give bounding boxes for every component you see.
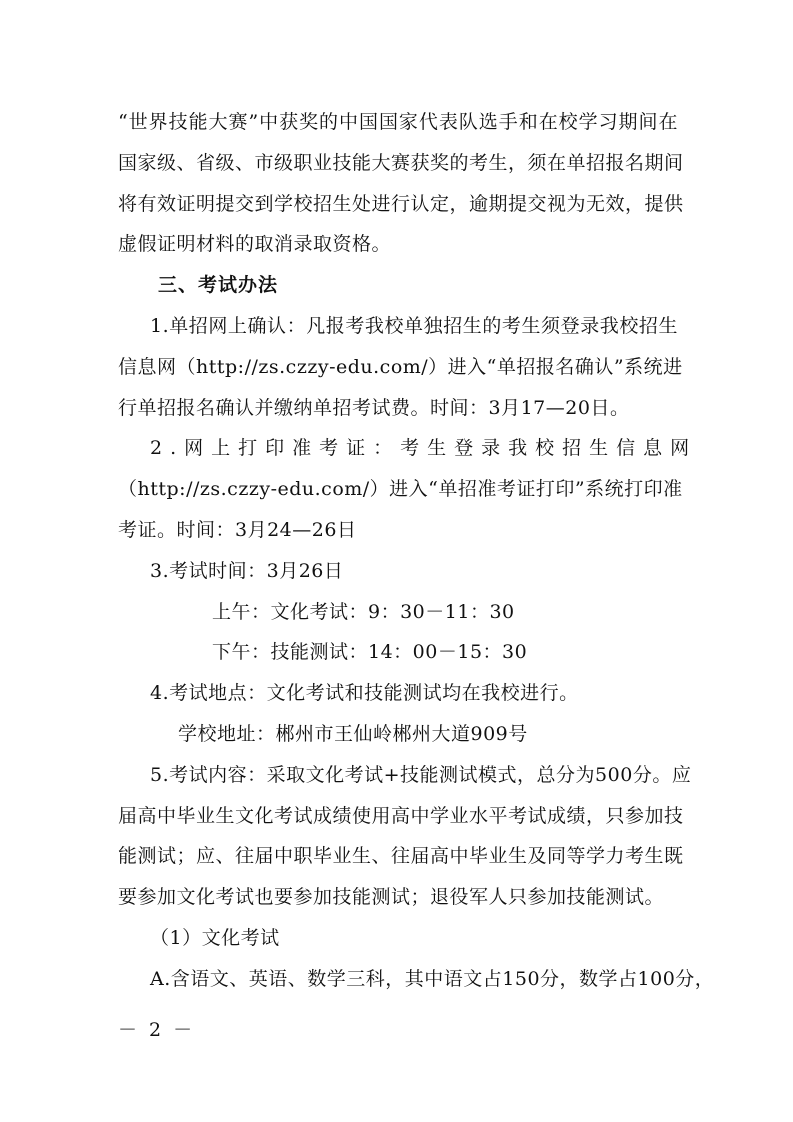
school-address: 学校地址：郴州市王仙岭郴州大道909号 — [178, 723, 528, 745]
paragraph-line: 将有效证明提交到学校招生处进行认定，逾期提交视为无效，提供 — [118, 193, 684, 215]
paragraph-line: 国家级、省级、市级职业技能大赛获奖的考生，须在单招报名期间 — [118, 152, 684, 174]
paragraph-line: 4.考试地点：文化考试和技能测试均在我校进行。 — [150, 682, 579, 704]
page-number: － 2 － — [118, 1019, 196, 1041]
paragraph-line: 虚假证明材料的取消录取资格。 — [118, 233, 392, 255]
paragraph-line: 5.考试内容：采取文化考试+技能测试模式，总分为500分。应 — [150, 764, 692, 786]
paragraph-line: A.含语文、英语、数学三科，其中语文占150分，数学占100分， — [150, 968, 715, 990]
schedule-morning: 上午：文化考试：9：30－11：30 — [212, 601, 515, 623]
paragraph-line: 3.考试时间：3月26日 — [150, 560, 344, 582]
paragraph-line: 要参加文化考试也要参加技能测试；退役军人只参加技能测试。 — [118, 886, 665, 908]
paragraph-line: “世界技能大赛”中获奖的中国国家代表队选手和在校学习期间在 — [118, 111, 678, 133]
section-heading: 三、考试办法 — [158, 274, 279, 296]
paragraph-line: 能测试；应、往届中职毕业生、往届高中毕业生及同等学力考生既 — [118, 845, 684, 867]
schedule-afternoon: 下午：技能测试：14：00－15：30 — [212, 641, 528, 663]
paragraph-line: （http://zs.czzy-edu.com/）进入“单招准考证打印”系统打印准 — [118, 478, 683, 500]
paragraph-line: 信息网（http://zs.czzy-edu.com/）进入“单招报名确认”系统进 — [118, 356, 683, 378]
paragraph-line: 1.单招网上确认：凡报考我校单独招生的考生须登录我校招生 — [150, 315, 678, 337]
paragraph-line: 行单招报名确认并缴纳单招考试费。时间：3月17—20日。 — [118, 397, 630, 419]
paragraph-line: 2.网上打印准考证：考生登录我校招生信息网 — [150, 437, 698, 459]
paragraph-line: 届高中毕业生文化考试成绩使用高中学业水平考试成绩，只参加技 — [118, 805, 684, 827]
paragraph-line: 考证。时间：3月24—26日 — [118, 519, 357, 541]
subsection-heading: （1）文化考试 — [150, 927, 280, 949]
